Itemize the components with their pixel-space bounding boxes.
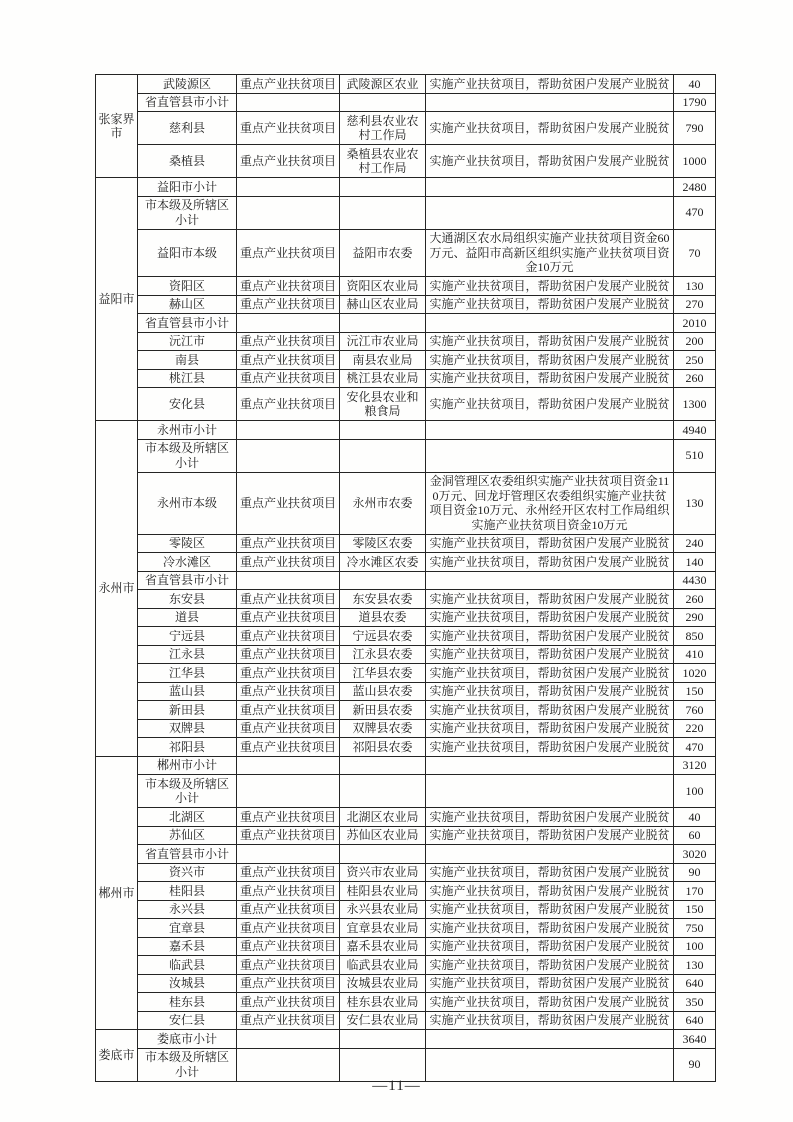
table-row bbox=[96, 701, 716, 720]
table-row bbox=[96, 178, 716, 197]
city-cell: 永州市 bbox=[96, 421, 138, 757]
table-row bbox=[96, 863, 716, 882]
table-row bbox=[96, 145, 716, 178]
agency-cell: 道县农委 bbox=[340, 608, 426, 627]
description-cell: 实施产业扶贫项目，帮助贫困户发展产业脱贫 bbox=[426, 553, 674, 572]
table-row bbox=[96, 738, 716, 757]
table-row bbox=[96, 229, 716, 277]
amount-cell: 640 bbox=[674, 974, 716, 993]
district-cell: 道县 bbox=[138, 608, 237, 627]
district-cell: 市本级及所辖区小计 bbox=[138, 196, 237, 229]
district-cell: 安仁县 bbox=[138, 1011, 237, 1030]
amount-cell: 790 bbox=[674, 112, 716, 145]
description-cell: 实施产业扶贫项目，帮助贫困户发展产业脱贫 bbox=[426, 295, 674, 314]
amount-cell: 60 bbox=[674, 826, 716, 845]
city-cell: 郴州市 bbox=[96, 756, 138, 1030]
amount-cell: 750 bbox=[674, 919, 716, 938]
description-cell: 实施产业扶贫项目，帮助贫困户发展产业脱贫 bbox=[426, 534, 674, 553]
project-type-cell: 重点产业扶贫项目 bbox=[237, 974, 340, 993]
amount-cell: 4430 bbox=[674, 571, 716, 590]
amount-cell: 90 bbox=[674, 1048, 716, 1081]
amount-cell: 350 bbox=[674, 993, 716, 1012]
description-cell: 实施产业扶贫项目，帮助贫困户发展产业脱贫 bbox=[426, 974, 674, 993]
agency-cell: 江永县农委 bbox=[340, 645, 426, 664]
agency-cell: 双牌县农委 bbox=[340, 719, 426, 738]
description-cell: 实施产业扶贫项目，帮助贫困户发展产业脱贫 bbox=[426, 863, 674, 882]
amount-cell: 470 bbox=[674, 738, 716, 757]
agency-cell: 永州市农委 bbox=[340, 472, 426, 534]
amount-cell: 250 bbox=[674, 351, 716, 370]
agency-cell: 安仁县农业局 bbox=[340, 1011, 426, 1030]
description-cell bbox=[426, 314, 674, 333]
district-cell: 江永县 bbox=[138, 645, 237, 664]
project-type-cell bbox=[237, 178, 340, 197]
district-cell: 省直管县市小计 bbox=[138, 571, 237, 590]
district-cell: 祁阳县 bbox=[138, 738, 237, 757]
description-cell bbox=[426, 571, 674, 590]
district-cell: 北湖区 bbox=[138, 808, 237, 827]
description-cell bbox=[426, 756, 674, 775]
project-type-cell: 重点产业扶贫项目 bbox=[237, 295, 340, 314]
project-type-cell bbox=[237, 1030, 340, 1049]
description-cell bbox=[426, 421, 674, 440]
table-row bbox=[96, 845, 716, 864]
agency-cell: 苏仙区农业局 bbox=[340, 826, 426, 845]
project-type-cell: 重点产业扶贫项目 bbox=[237, 534, 340, 553]
amount-cell: 260 bbox=[674, 590, 716, 609]
amount-cell: 130 bbox=[674, 472, 716, 534]
project-type-cell bbox=[237, 439, 340, 472]
district-cell: 省直管县市小计 bbox=[138, 93, 237, 112]
description-cell: 实施产业扶贫项目，帮助贫困户发展产业脱贫 bbox=[426, 627, 674, 646]
amount-cell: 100 bbox=[674, 775, 716, 808]
district-cell: 益阳市本级 bbox=[138, 229, 237, 277]
amount-cell: 130 bbox=[674, 277, 716, 296]
agency-cell bbox=[340, 845, 426, 864]
agency-cell: 蓝山县农委 bbox=[340, 682, 426, 701]
amount-cell: 3120 bbox=[674, 756, 716, 775]
description-cell: 实施产业扶贫项目，帮助贫困户发展产业脱贫 bbox=[426, 145, 674, 178]
agency-cell bbox=[340, 439, 426, 472]
table-row bbox=[96, 472, 716, 534]
district-cell: 苏仙区 bbox=[138, 826, 237, 845]
project-type-cell: 重点产业扶贫项目 bbox=[237, 719, 340, 738]
amount-cell: 290 bbox=[674, 608, 716, 627]
district-cell: 郴州市小计 bbox=[138, 756, 237, 775]
district-cell: 安化县 bbox=[138, 388, 237, 421]
amount-cell: 410 bbox=[674, 645, 716, 664]
agency-cell bbox=[340, 196, 426, 229]
project-type-cell: 重点产业扶贫项目 bbox=[237, 919, 340, 938]
amount-cell: 3020 bbox=[674, 845, 716, 864]
project-type-cell: 重点产业扶贫项目 bbox=[237, 900, 340, 919]
project-type-cell: 重点产业扶贫项目 bbox=[237, 627, 340, 646]
agency-cell: 资兴市农业局 bbox=[340, 863, 426, 882]
amount-cell: 150 bbox=[674, 682, 716, 701]
district-cell: 永州市本级 bbox=[138, 472, 237, 534]
district-cell: 新田县 bbox=[138, 701, 237, 720]
amount-cell: 3640 bbox=[674, 1030, 716, 1049]
table-row bbox=[96, 719, 716, 738]
description-cell: 实施产业扶贫项目，帮助贫困户发展产业脱贫 bbox=[426, 112, 674, 145]
district-cell: 沅江市 bbox=[138, 332, 237, 351]
amount-cell: 760 bbox=[674, 701, 716, 720]
agency-cell: 桂东县农业局 bbox=[340, 993, 426, 1012]
amount-cell: 240 bbox=[674, 534, 716, 553]
table-row bbox=[96, 664, 716, 683]
agency-cell: 资阳区农业局 bbox=[340, 277, 426, 296]
agency-cell: 赫山区农业局 bbox=[340, 295, 426, 314]
description-cell: 大通湖区农水局组织实施产业扶贫项目资金60万元、益阳市高新区组织实施产业扶贫项目资金10万元 bbox=[426, 229, 674, 277]
table-row bbox=[96, 993, 716, 1012]
table-row bbox=[96, 351, 716, 370]
agency-cell bbox=[340, 571, 426, 590]
table-row bbox=[96, 332, 716, 351]
agency-cell: 桑植县农业农村工作局 bbox=[340, 145, 426, 178]
district-cell: 南县 bbox=[138, 351, 237, 370]
agency-cell: 宜章县农业局 bbox=[340, 919, 426, 938]
amount-cell: 850 bbox=[674, 627, 716, 646]
description-cell bbox=[426, 196, 674, 229]
amount-cell: 170 bbox=[674, 882, 716, 901]
description-cell: 实施产业扶贫项目，帮助贫困户发展产业脱贫 bbox=[426, 369, 674, 388]
project-type-cell: 重点产业扶贫项目 bbox=[237, 388, 340, 421]
amount-cell: 1300 bbox=[674, 388, 716, 421]
project-type-cell: 重点产业扶贫项目 bbox=[237, 956, 340, 975]
amount-cell: 1790 bbox=[674, 93, 716, 112]
amount-cell: 220 bbox=[674, 719, 716, 738]
agency-cell: 南县农业局 bbox=[340, 351, 426, 370]
table-row bbox=[96, 808, 716, 827]
description-cell: 实施产业扶贫项目，帮助贫困户发展产业脱贫 bbox=[426, 664, 674, 683]
table-row bbox=[96, 388, 716, 421]
project-type-cell bbox=[237, 1048, 340, 1081]
description-cell bbox=[426, 178, 674, 197]
project-type-cell: 重点产业扶贫项目 bbox=[237, 351, 340, 370]
table-row bbox=[96, 93, 716, 112]
district-cell: 市本级及所辖区小计 bbox=[138, 439, 237, 472]
table-row bbox=[96, 826, 716, 845]
project-type-cell bbox=[237, 196, 340, 229]
amount-cell: 100 bbox=[674, 937, 716, 956]
table-row bbox=[96, 645, 716, 664]
project-type-cell: 重点产业扶贫项目 bbox=[237, 863, 340, 882]
agency-cell: 新田县农委 bbox=[340, 701, 426, 720]
description-cell bbox=[426, 775, 674, 808]
agency-cell: 桃江县农业局 bbox=[340, 369, 426, 388]
table-row bbox=[96, 682, 716, 701]
project-type-cell bbox=[237, 756, 340, 775]
agency-cell bbox=[340, 178, 426, 197]
agency-cell: 临武县农业局 bbox=[340, 956, 426, 975]
project-type-cell: 重点产业扶贫项目 bbox=[237, 664, 340, 683]
district-cell: 桑植县 bbox=[138, 145, 237, 178]
description-cell: 实施产业扶贫项目，帮助贫困户发展产业脱贫 bbox=[426, 937, 674, 956]
district-cell: 省直管县市小计 bbox=[138, 845, 237, 864]
agency-cell: 桂阳县农业局 bbox=[340, 882, 426, 901]
description-cell: 实施产业扶贫项目，帮助贫困户发展产业脱贫 bbox=[426, 277, 674, 296]
agency-cell: 冷水滩区农委 bbox=[340, 553, 426, 572]
district-cell: 武陵源区 bbox=[138, 75, 237, 94]
agency-cell bbox=[340, 1030, 426, 1049]
table-row bbox=[96, 295, 716, 314]
table-row bbox=[96, 553, 716, 572]
project-type-cell: 重点产业扶贫项目 bbox=[237, 553, 340, 572]
project-type-cell: 重点产业扶贫项目 bbox=[237, 369, 340, 388]
amount-cell: 640 bbox=[674, 1011, 716, 1030]
agency-cell: 汝城县农业局 bbox=[340, 974, 426, 993]
table-row bbox=[96, 1011, 716, 1030]
city-cell: 娄底市 bbox=[96, 1030, 138, 1082]
amount-cell: 510 bbox=[674, 439, 716, 472]
amount-cell: 2480 bbox=[674, 178, 716, 197]
district-cell: 省直管县市小计 bbox=[138, 314, 237, 333]
table-row bbox=[96, 937, 716, 956]
description-cell: 实施产业扶贫项目，帮助贫困户发展产业脱贫 bbox=[426, 1011, 674, 1030]
page-number: —11— bbox=[372, 1078, 421, 1094]
amount-cell: 130 bbox=[674, 956, 716, 975]
description-cell: 实施产业扶贫项目，帮助贫困户发展产业脱贫 bbox=[426, 608, 674, 627]
description-cell: 实施产业扶贫项目，帮助贫困户发展产业脱贫 bbox=[426, 993, 674, 1012]
project-type-cell bbox=[237, 845, 340, 864]
district-cell: 宜章县 bbox=[138, 919, 237, 938]
project-type-cell: 重点产业扶贫项目 bbox=[237, 112, 340, 145]
project-type-cell: 重点产业扶贫项目 bbox=[237, 826, 340, 845]
table-row bbox=[96, 919, 716, 938]
amount-cell: 1020 bbox=[674, 664, 716, 683]
agency-cell bbox=[340, 93, 426, 112]
description-cell: 实施产业扶贫项目，帮助贫困户发展产业脱贫 bbox=[426, 351, 674, 370]
agency-cell: 永兴县农业局 bbox=[340, 900, 426, 919]
district-cell: 桂东县 bbox=[138, 993, 237, 1012]
amount-cell: 200 bbox=[674, 332, 716, 351]
amount-cell: 140 bbox=[674, 553, 716, 572]
project-type-cell bbox=[237, 421, 340, 440]
district-cell: 东安县 bbox=[138, 590, 237, 609]
description-cell: 金洞管理区农委组织实施产业扶贫项目资金110万元、回龙圩管理区农委组织实施产业扶贫项目资金10万元、永州经开区农村工作局组织实施产业扶贫项目资金10万元 bbox=[426, 472, 674, 534]
agency-cell bbox=[340, 1048, 426, 1081]
agency-cell bbox=[340, 775, 426, 808]
district-cell: 桂阳县 bbox=[138, 882, 237, 901]
amount-cell: 2010 bbox=[674, 314, 716, 333]
amount-cell: 90 bbox=[674, 863, 716, 882]
table-row bbox=[96, 900, 716, 919]
project-type-cell bbox=[237, 93, 340, 112]
district-cell: 娄底市小计 bbox=[138, 1030, 237, 1049]
district-cell: 嘉禾县 bbox=[138, 937, 237, 956]
agency-cell: 益阳市农委 bbox=[340, 229, 426, 277]
table-row bbox=[96, 196, 716, 229]
description-cell: 实施产业扶贫项目，帮助贫困户发展产业脱贫 bbox=[426, 738, 674, 757]
agency-cell: 东安县农委 bbox=[340, 590, 426, 609]
description-cell bbox=[426, 93, 674, 112]
project-type-cell bbox=[237, 775, 340, 808]
project-type-cell: 重点产业扶贫项目 bbox=[237, 701, 340, 720]
table-row bbox=[96, 571, 716, 590]
project-type-cell: 重点产业扶贫项目 bbox=[237, 590, 340, 609]
description-cell: 实施产业扶贫项目，帮助贫困户发展产业脱贫 bbox=[426, 719, 674, 738]
agency-cell bbox=[340, 421, 426, 440]
description-cell bbox=[426, 845, 674, 864]
district-cell: 江华县 bbox=[138, 664, 237, 683]
description-cell: 实施产业扶贫项目，帮助贫困户发展产业脱贫 bbox=[426, 919, 674, 938]
project-type-cell: 重点产业扶贫项目 bbox=[237, 1011, 340, 1030]
project-type-cell: 重点产业扶贫项目 bbox=[237, 608, 340, 627]
table-row bbox=[96, 627, 716, 646]
agency-cell: 沅江市农业局 bbox=[340, 332, 426, 351]
description-cell: 实施产业扶贫项目，帮助贫困户发展产业脱贫 bbox=[426, 701, 674, 720]
project-type-cell: 重点产业扶贫项目 bbox=[237, 645, 340, 664]
table-row bbox=[96, 421, 716, 440]
district-cell: 益阳市小计 bbox=[138, 178, 237, 197]
project-type-cell bbox=[237, 314, 340, 333]
agency-cell: 祁阳县农委 bbox=[340, 738, 426, 757]
table-row bbox=[96, 112, 716, 145]
table-row bbox=[96, 1030, 716, 1049]
district-cell: 慈利县 bbox=[138, 112, 237, 145]
agency-cell: 武陵源区农业 bbox=[340, 75, 426, 94]
project-type-cell: 重点产业扶贫项目 bbox=[237, 882, 340, 901]
project-type-cell: 重点产业扶贫项目 bbox=[237, 738, 340, 757]
description-cell bbox=[426, 1030, 674, 1049]
project-type-cell: 重点产业扶贫项目 bbox=[237, 229, 340, 277]
district-cell: 资阳区 bbox=[138, 277, 237, 296]
amount-cell: 40 bbox=[674, 808, 716, 827]
table-row bbox=[96, 756, 716, 775]
agency-cell bbox=[340, 756, 426, 775]
project-type-cell: 重点产业扶贫项目 bbox=[237, 993, 340, 1012]
project-type-cell: 重点产业扶贫项目 bbox=[237, 472, 340, 534]
project-type-cell: 重点产业扶贫项目 bbox=[237, 808, 340, 827]
description-cell: 实施产业扶贫项目，帮助贫困户发展产业脱贫 bbox=[426, 332, 674, 351]
amount-cell: 470 bbox=[674, 196, 716, 229]
amount-cell: 260 bbox=[674, 369, 716, 388]
table-row bbox=[96, 956, 716, 975]
district-cell: 永州市小计 bbox=[138, 421, 237, 440]
project-type-cell: 重点产业扶贫项目 bbox=[237, 682, 340, 701]
table-row bbox=[96, 314, 716, 333]
agency-cell: 北湖区农业局 bbox=[340, 808, 426, 827]
description-cell: 实施产业扶贫项目，帮助贫困户发展产业脱贫 bbox=[426, 956, 674, 975]
description-cell: 实施产业扶贫项目，帮助贫困户发展产业脱贫 bbox=[426, 590, 674, 609]
project-type-cell: 重点产业扶贫项目 bbox=[237, 75, 340, 94]
table-row bbox=[96, 882, 716, 901]
description-cell: 实施产业扶贫项目，帮助贫困户发展产业脱贫 bbox=[426, 808, 674, 827]
district-cell: 市本级及所辖区小计 bbox=[138, 1048, 237, 1081]
table-row bbox=[96, 439, 716, 472]
district-cell: 双牌县 bbox=[138, 719, 237, 738]
amount-cell: 4940 bbox=[674, 421, 716, 440]
agency-cell: 慈利县农业农村工作局 bbox=[340, 112, 426, 145]
district-cell: 赫山区 bbox=[138, 295, 237, 314]
district-cell: 永兴县 bbox=[138, 900, 237, 919]
description-cell: 实施产业扶贫项目，帮助贫困户发展产业脱贫 bbox=[426, 682, 674, 701]
amount-cell: 150 bbox=[674, 900, 716, 919]
description-cell bbox=[426, 1048, 674, 1081]
city-cell: 益阳市 bbox=[96, 178, 138, 421]
city-cell: 张家界市 bbox=[96, 75, 138, 178]
agency-cell: 零陵区农委 bbox=[340, 534, 426, 553]
district-cell: 宁远县 bbox=[138, 627, 237, 646]
table-row bbox=[96, 277, 716, 296]
agency-cell bbox=[340, 314, 426, 333]
district-cell: 零陵区 bbox=[138, 534, 237, 553]
amount-cell: 1000 bbox=[674, 145, 716, 178]
district-cell: 市本级及所辖区小计 bbox=[138, 775, 237, 808]
amount-cell: 40 bbox=[674, 75, 716, 94]
table-row bbox=[96, 608, 716, 627]
district-cell: 冷水滩区 bbox=[138, 553, 237, 572]
project-type-cell: 重点产业扶贫项目 bbox=[237, 937, 340, 956]
description-cell: 实施产业扶贫项目，帮助贫困户发展产业脱贫 bbox=[426, 900, 674, 919]
agency-cell: 宁远县农委 bbox=[340, 627, 426, 646]
table-row bbox=[96, 1048, 716, 1081]
funding-table bbox=[95, 74, 716, 1082]
project-type-cell: 重点产业扶贫项目 bbox=[237, 277, 340, 296]
table-row bbox=[96, 369, 716, 388]
amount-cell: 70 bbox=[674, 229, 716, 277]
project-type-cell: 重点产业扶贫项目 bbox=[237, 332, 340, 351]
district-cell: 汝城县 bbox=[138, 974, 237, 993]
description-cell: 实施产业扶贫项目，帮助贫困户发展产业脱贫 bbox=[426, 882, 674, 901]
agency-cell: 安化县农业和粮食局 bbox=[340, 388, 426, 421]
table-row bbox=[96, 590, 716, 609]
district-cell: 资兴市 bbox=[138, 863, 237, 882]
table-row bbox=[96, 775, 716, 808]
district-cell: 临武县 bbox=[138, 956, 237, 975]
table-row bbox=[96, 75, 716, 94]
table-row bbox=[96, 974, 716, 993]
description-cell: 实施产业扶贫项目，帮助贫困户发展产业脱贫 bbox=[426, 388, 674, 421]
description-cell: 实施产业扶贫项目，帮助贫困户发展产业脱贫 bbox=[426, 75, 674, 94]
agency-cell: 嘉禾县农业局 bbox=[340, 937, 426, 956]
district-cell: 桃江县 bbox=[138, 369, 237, 388]
table-row bbox=[96, 534, 716, 553]
district-cell: 蓝山县 bbox=[138, 682, 237, 701]
description-cell: 实施产业扶贫项目，帮助贫困户发展产业脱贫 bbox=[426, 826, 674, 845]
table-body bbox=[96, 75, 716, 1082]
description-cell bbox=[426, 439, 674, 472]
agency-cell: 江华县农委 bbox=[340, 664, 426, 683]
amount-cell: 270 bbox=[674, 295, 716, 314]
project-type-cell: 重点产业扶贫项目 bbox=[237, 145, 340, 178]
description-cell: 实施产业扶贫项目，帮助贫困户发展产业脱贫 bbox=[426, 645, 674, 664]
project-type-cell bbox=[237, 571, 340, 590]
